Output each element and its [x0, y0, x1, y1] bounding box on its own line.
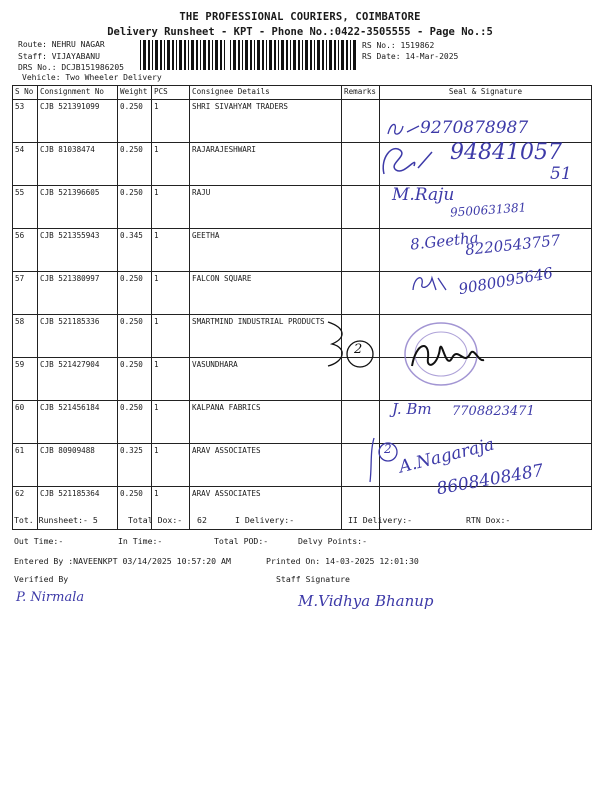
col-sno: S No	[13, 86, 38, 100]
barcode-bar	[164, 40, 165, 70]
remark-mark-59	[322, 318, 382, 384]
row-consignee: SHRI SIVAHYAM TRADERS	[190, 100, 342, 143]
row-consignee: VASUNDHARA	[190, 358, 342, 401]
row-pcs: 1	[152, 100, 190, 143]
row-weight: 0.250	[118, 487, 152, 530]
entered-by: Entered By :NAVEENKPT 03/14/2025 10:57:20 AM	[14, 556, 231, 566]
barcode-bar	[143, 40, 146, 70]
barcode-bar	[350, 40, 351, 70]
barcode-right	[230, 40, 358, 70]
handwriting-phone-53: 9270878987	[420, 118, 529, 138]
rs-no-line: RS No.: 1519862	[362, 41, 435, 50]
barcode-bar	[176, 40, 177, 70]
row-sno: 60	[13, 401, 38, 444]
drs-value: DCJB151986205	[61, 63, 124, 72]
barcode-bar	[266, 40, 267, 70]
row-pcs: 1	[152, 401, 190, 444]
row-sno: 56	[13, 229, 38, 272]
barcode-bar	[310, 40, 312, 70]
barcode-bar	[326, 40, 327, 70]
barcode-bar	[262, 40, 264, 70]
barcode-bar	[254, 40, 255, 70]
handwriting-name-61: A.Nagaraja	[397, 434, 497, 478]
ii-delivery: II Delivery:-	[348, 515, 413, 525]
rs-date-line: RS Date: 14-Mar-2025	[362, 52, 459, 61]
barcode-bar	[281, 40, 284, 70]
staff-line: Staff: VIJAYABANU	[18, 52, 100, 61]
rs-date-value: 14-Mar-2025	[405, 52, 459, 61]
row-weight: 0.250	[118, 315, 152, 358]
barcode-bar	[179, 40, 182, 70]
handwriting-name-56: 8.Geetha	[409, 228, 480, 254]
row-consignment-no: CJB 521380997	[38, 272, 118, 315]
tot-runsheet: Tot. Runsheet:- 5	[14, 515, 98, 525]
verified-by-signature: P. Nirmala	[16, 590, 85, 605]
barcode-bar	[242, 40, 243, 70]
row-weight: 0.250	[118, 358, 152, 401]
barcode-bar	[257, 40, 260, 70]
col-pcs: PCS	[152, 86, 190, 100]
verified-by-label: Verified By	[14, 574, 69, 584]
row-consignee: KALPANA FABRICS	[190, 401, 342, 444]
barcode-bar	[224, 40, 225, 70]
row-consignee: FALCON SQUARE	[190, 272, 342, 315]
barcode-bar	[230, 40, 231, 70]
row-consignee: RAJU	[190, 186, 342, 229]
barcode-bar	[238, 40, 240, 70]
handwriting-phone-55: 9500631381	[449, 200, 527, 220]
handwriting-phone-56: 8220543757	[464, 231, 562, 259]
handwriting-name-60: J. Bm	[392, 400, 432, 418]
vehicle-value: Two Wheeler Delivery	[65, 73, 162, 82]
handwriting-phone-57: 9080095646	[457, 263, 555, 299]
row-consignment-no: CJB 521396605	[38, 186, 118, 229]
col-consignee: Consignee Details	[190, 86, 342, 100]
barcode-bar	[329, 40, 332, 70]
barcode-bar	[148, 40, 150, 70]
barcode-bar	[215, 40, 218, 70]
signature-scribble-53	[385, 120, 425, 140]
barcode-bar	[140, 40, 141, 70]
handwriting-name-55: M.Raju	[392, 185, 455, 205]
company-title: THE PROFESSIONAL COURIERS, COIMBATORE	[179, 11, 421, 23]
barcode-bar	[208, 40, 210, 70]
handwriting-phone-60: 7708823471	[452, 404, 535, 419]
barcode-bar	[167, 40, 170, 70]
route-line: Route: NEHRU NAGAR	[18, 40, 105, 49]
barcode-bar	[172, 40, 174, 70]
barcode-bar	[334, 40, 336, 70]
row-weight: 0.250	[118, 143, 152, 186]
col-consignment: Consignment No	[38, 86, 118, 100]
drs-line: DRS No.: DCJB151986205	[18, 63, 124, 72]
row-sno: 58	[13, 315, 38, 358]
row-remarks	[342, 143, 380, 186]
row-pcs: 1	[152, 444, 190, 487]
staff-value: VIJAYABANU	[51, 52, 100, 61]
barcode-bar	[278, 40, 279, 70]
printed-on: Printed On: 14-03-2025 12:01:30	[266, 556, 419, 566]
row-weight: 0.325	[118, 444, 152, 487]
col-weight: Weight	[118, 86, 152, 100]
route-value: NEHRU NAGAR	[51, 40, 105, 49]
row-sno: 57	[13, 272, 38, 315]
row-remarks	[342, 100, 380, 143]
row-sno: 61	[13, 444, 38, 487]
barcode-bar	[160, 40, 162, 70]
delvy-points: Delvy Points:-	[298, 536, 368, 546]
out-time: Out Time:-	[14, 536, 64, 546]
barcode-bar	[200, 40, 201, 70]
barcode-bar	[191, 40, 194, 70]
barcode-bar	[353, 40, 356, 70]
barcode-bar	[317, 40, 320, 70]
handwriting-phone-54: 94841057	[450, 140, 562, 165]
runsheet-subtitle: Delivery Runsheet - KPT - Phone No.:0422-3505555 - Page No.:5	[107, 26, 493, 38]
barcode-bar	[346, 40, 348, 70]
row-consignee: SMARTMIND INDUSTRIAL PRODUCTS	[190, 315, 342, 358]
row-consignee: ARAV ASSOCIATES	[190, 444, 342, 487]
barcode-bar	[203, 40, 206, 70]
vehicle-line: Vehicle: Two Wheeler Delivery	[22, 73, 162, 82]
table-row	[13, 358, 592, 401]
barcode-bar	[290, 40, 291, 70]
barcode-bar	[338, 40, 339, 70]
col-remarks: Remarks	[342, 86, 380, 100]
barcode-bar	[302, 40, 303, 70]
in-time: In Time:-	[118, 536, 163, 546]
row-pcs: 1	[152, 272, 190, 315]
row-pcs: 1	[152, 358, 190, 401]
barcode-bar	[233, 40, 236, 70]
barcode-bar	[286, 40, 288, 70]
row-remarks	[342, 229, 380, 272]
row-pcs: 1	[152, 229, 190, 272]
barcode-bar	[245, 40, 248, 70]
barcode-bar	[220, 40, 222, 70]
signature-59	[408, 336, 488, 376]
row-consignment-no: CJB 521391099	[38, 100, 118, 143]
barcode-bar	[305, 40, 308, 70]
barcode-bar	[298, 40, 300, 70]
row-consignment-no: CJB 521185336	[38, 315, 118, 358]
row-consignment-no: CJB 521185364	[38, 487, 118, 530]
row-weight: 0.345	[118, 229, 152, 272]
row-consignment-no: CJB 80909488	[38, 444, 118, 487]
total-pod: Total POD:-	[214, 536, 269, 546]
table-row	[13, 315, 592, 358]
row-weight: 0.250	[118, 401, 152, 444]
barcode-bar	[188, 40, 189, 70]
barcode-bar	[293, 40, 296, 70]
row-sno: 59	[13, 358, 38, 401]
remark-mark-61	[368, 436, 398, 486]
row-pcs: 1	[152, 315, 190, 358]
row-consignment-no: CJB 81038474	[38, 143, 118, 186]
barcode-bar	[152, 40, 153, 70]
signature-scribble-57	[410, 270, 450, 294]
row-weight: 0.250	[118, 186, 152, 229]
row-sno: 54	[13, 143, 38, 186]
table-header-row	[13, 86, 592, 100]
row-weight: 0.250	[118, 272, 152, 315]
barcode-bar	[274, 40, 276, 70]
handwriting-phone-61: 8608408487	[435, 460, 546, 500]
row-remarks	[342, 272, 380, 315]
row-sno: 62	[13, 487, 38, 530]
remark-value-61: 2	[384, 442, 392, 456]
barcode-bar	[269, 40, 272, 70]
row-consignment-no: CJB 521355943	[38, 229, 118, 272]
barcode-left	[140, 40, 226, 70]
barcode-bar	[250, 40, 252, 70]
row-consignment-no: CJB 521427904	[38, 358, 118, 401]
staff-signature-label: Staff Signature	[276, 574, 350, 584]
i-delivery: I Delivery:-	[235, 515, 295, 525]
barcode-bar	[155, 40, 158, 70]
row-consignee: RAJARAJESHWARI	[190, 143, 342, 186]
signature-scribble-54	[378, 140, 438, 180]
rs-no-value: 1519862	[400, 41, 435, 50]
row-remarks	[342, 186, 380, 229]
staff-signature: M.Vidhya Bhanup	[298, 592, 434, 610]
rtn-dox: RTN Dox:-	[466, 515, 511, 525]
col-seal-signature: Seal & Signature	[380, 86, 592, 100]
handwriting-phone-54b: 51	[550, 164, 572, 184]
row-sno: 53	[13, 100, 38, 143]
barcode-bar	[212, 40, 213, 70]
total-dox-value: 62	[197, 515, 207, 525]
row-weight: 0.250	[118, 100, 152, 143]
barcode-bar	[196, 40, 198, 70]
barcode-bar	[184, 40, 186, 70]
row-consignment-no: CJB 521456184	[38, 401, 118, 444]
barcode-bar	[322, 40, 324, 70]
row-consignee: GEETHA	[190, 229, 342, 272]
barcode-bar	[314, 40, 315, 70]
row-pcs: 1	[152, 143, 190, 186]
row-sno: 55	[13, 186, 38, 229]
barcode-bar	[341, 40, 344, 70]
total-dox: Total Dox:- 62	[128, 515, 207, 525]
row-pcs: 1	[152, 487, 190, 530]
remark-value-59: 2	[354, 342, 363, 357]
row-consignee: ARAV ASSOCIATES	[190, 487, 342, 530]
row-pcs: 1	[152, 186, 190, 229]
